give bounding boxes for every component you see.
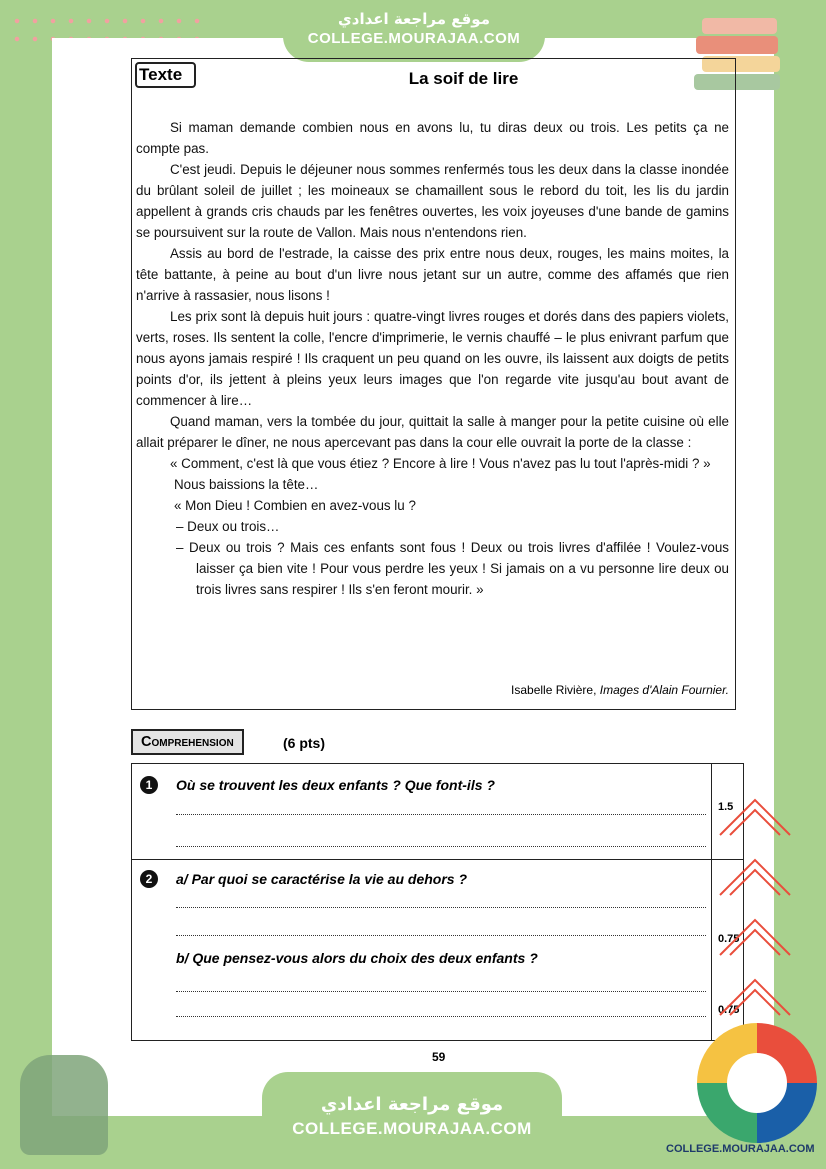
- author-name: Isabelle Rivière,: [511, 683, 597, 697]
- question-2b: b/ Que pensez-vous alors du choix des deux enfants ?: [176, 950, 538, 966]
- comprehension-points: (6 pts): [283, 735, 325, 751]
- paragraph: Assis au bord de l'estrade, la caisse des prix entre nous deux, rouges, les mains moites, la tête battante, à peine au bout d'un livre nous jetant sur un autre, comme des affamés que rien n'arrive à rassasier, nous lisons !: [136, 246, 729, 303]
- paragraph: Si maman demande combien nous en avons lu, tu diras deux ou trois. Les petits ça ne compte pas.: [136, 120, 729, 156]
- question-number: 2: [140, 870, 158, 888]
- footer-site[interactable]: COLLEGE.MOURAJAA.COM: [292, 1119, 532, 1138]
- bottom-banner: [262, 1072, 562, 1169]
- paragraph: C'est jeudi. Depuis le déjeuner nous sommes renfermés tous les deux dans la classe inondée du brûlant soleil de juillet ; les moineaux se chamaillent sous le rebord du toit, les lis du jardin appellent à grands cris chauds par les fenêtres ouvertes, les voix joyeuses d'une bande de gamins se poursuivent sur la route de Vallon. Mais nous n'entendons rien.: [136, 162, 729, 240]
- questions-table: [131, 763, 744, 1041]
- footer-arabic: موقع مراجعة اعدادي: [320, 1094, 504, 1115]
- question-1: Où se trouvent les deux enfants ? Que font-ils ?: [176, 777, 495, 793]
- logo-text[interactable]: COLLEGE.MOURAJAA.COM: [666, 1143, 815, 1155]
- score-q1: 1.5: [718, 801, 734, 813]
- dash-line: – Deux ou trois…: [176, 519, 280, 534]
- dash-line: – Deux ou trois ? Mais ces enfants sont fous ! Deux ou trois livres d'affilée ! Voulez-vous laisser ça bien vite ! Pour vous perdre les yeux ! Si jamais on a vu personne lire deux ou trois livres sans respirer ! Ils s'en feront mourir. »: [176, 540, 729, 597]
- author-work: Images d'Alain Fournier.: [599, 683, 729, 697]
- author: [511, 683, 729, 697]
- text-body: [136, 117, 729, 600]
- answer-line[interactable]: [176, 935, 706, 936]
- chevron-up-icon: [715, 790, 795, 1050]
- header-arabic: موقع مراجعة اعدادي: [338, 10, 490, 28]
- dialogue-line: Nous baissions la tête…: [174, 477, 319, 492]
- texte-label: Texte: [135, 62, 196, 88]
- header-site[interactable]: COLLEGE.MOURAJAA.COM: [307, 30, 521, 47]
- paragraph: Les prix sont là depuis huit jours : quatre-vingt livres rouges et dorés dans des papiers violets, verts, roses. Ils sentent la colle, l'encre d'imprimerie, le vernis chauffé – le plus enivrant parfum que nous ayons jamais respiré ! Ils craquent un peu quand on les ouvre, ils laissent aux doigts de petits points d'or, ils jettent à pleins yeux leurs images que l'on regarde vite jusqu'au bout avant de commencer à lire…: [136, 309, 729, 408]
- score-q2b: 0.75: [718, 1004, 740, 1016]
- answer-line[interactable]: [176, 991, 706, 992]
- text-title: La soif de lire: [408, 69, 519, 88]
- answer-line[interactable]: [176, 814, 706, 815]
- text-box: [131, 58, 736, 710]
- question-number: 1: [140, 776, 158, 794]
- answer-line[interactable]: [176, 846, 706, 847]
- answer-line[interactable]: [176, 907, 706, 908]
- answer-line[interactable]: [176, 1016, 706, 1017]
- divider: [711, 764, 712, 1040]
- school-logo-icon: [697, 1023, 817, 1143]
- paragraph: Quand maman, vers la tombée du jour, quittait la salle à manger pour la petite cuisine où elle allait préparer le dîner, ne nous apercevant pas dans la cour elle ouvrait la porte de la classe :: [136, 414, 729, 450]
- divider: [132, 859, 743, 860]
- paragraph: « Comment, c'est là que vous étiez ? Encore à lire ! Vous n'avez pas lu tout l'après-midi ? »: [170, 456, 711, 471]
- score-q2a: 0.75: [718, 933, 740, 945]
- question-2a: a/ Par quoi se caractérise la vie au dehors ?: [176, 871, 468, 887]
- backpack-icon: [20, 1055, 108, 1155]
- comprehension-label: Comprehension: [131, 729, 244, 755]
- dialogue-line: « Mon Dieu ! Combien en avez-vous lu ?: [174, 498, 416, 513]
- top-banner: [283, 0, 545, 62]
- page-number: 59: [432, 1050, 446, 1064]
